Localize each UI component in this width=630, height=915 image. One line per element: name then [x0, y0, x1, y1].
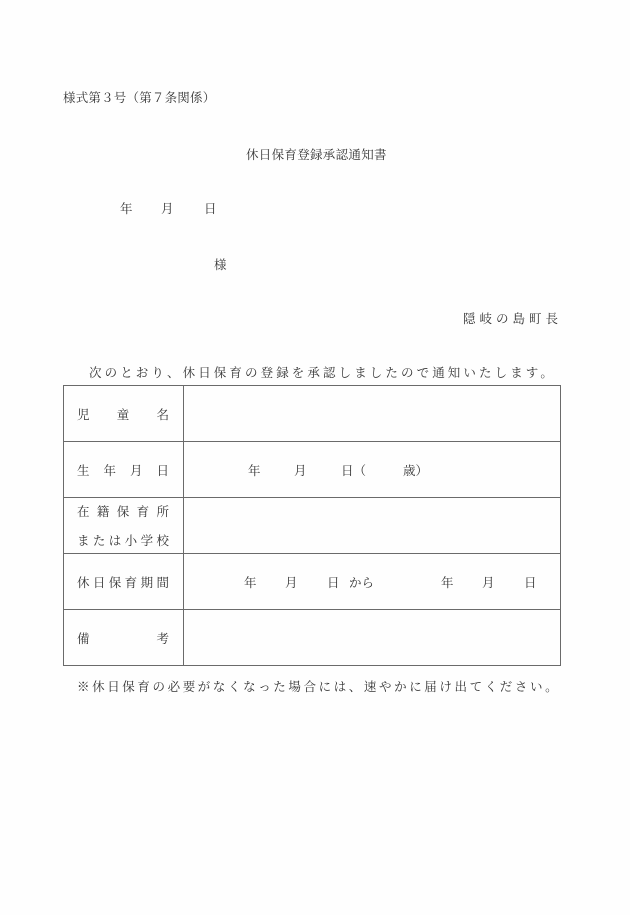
value-remarks — [184, 610, 561, 666]
label-char: 育 — [136, 504, 150, 519]
period-end-day-label: 日 — [524, 574, 537, 590]
value-school — [184, 498, 561, 554]
issuer-name: 隠岐の島町長 — [463, 311, 563, 326]
label-char: 生 — [77, 462, 90, 478]
label-char: 日 — [92, 574, 106, 590]
date-year-label: 年 — [120, 201, 133, 216]
label-char: 育 — [124, 574, 138, 590]
issue-date — [120, 199, 217, 217]
label-char: 間 — [156, 574, 169, 590]
birth-day-label: 日（ — [341, 462, 367, 478]
value-period — [184, 554, 561, 610]
label-char: 籍 — [96, 504, 110, 519]
label-char: 小 — [124, 533, 138, 548]
period-start-month-label: 月 — [285, 574, 298, 590]
age-label: 歳） — [403, 462, 429, 478]
label-char: 休 — [77, 574, 90, 590]
label-child-name — [64, 386, 184, 442]
label-remarks — [64, 610, 184, 666]
date-month-label: 月 — [161, 201, 174, 216]
form-number: 様式第３号（第７条関係） — [63, 90, 216, 105]
label-school — [64, 498, 184, 554]
label-char: 期 — [140, 574, 154, 590]
addressee-honorific: 様 — [214, 257, 227, 272]
table-row-remarks — [64, 610, 561, 666]
label-char: 学 — [140, 533, 154, 548]
intro-text: 次のとおり、休日保育の登録を承認しましたので通知いたします。 — [89, 365, 557, 380]
table-row-period — [64, 554, 561, 610]
value-birthdate — [184, 442, 561, 498]
label-char: は — [108, 533, 122, 548]
period-from-label: から — [349, 574, 375, 590]
document-title: 休日保育登録承認通知書 — [246, 147, 387, 162]
table-row-child-name — [64, 386, 561, 442]
label-char: 月 — [129, 462, 143, 478]
label-char: 保 — [116, 504, 130, 519]
birth-month-label: 月 — [294, 462, 307, 478]
label-birthdate — [64, 442, 184, 498]
label-char: 保 — [108, 574, 122, 590]
label-char: 年 — [103, 462, 116, 478]
label-char: 考 — [156, 630, 169, 646]
label-char: 在 — [77, 504, 90, 519]
period-start-day-label: 日 — [327, 574, 340, 590]
label-char: 所 — [156, 504, 169, 519]
label-char: ま — [77, 533, 90, 548]
label-char: 校 — [156, 533, 169, 548]
table-row-school — [64, 498, 561, 554]
label-char: 備 — [77, 630, 90, 646]
date-day-label: 日 — [204, 201, 217, 216]
label-period — [64, 554, 184, 610]
table-row-birthdate — [64, 442, 561, 498]
label-char: 児 — [77, 406, 90, 422]
label-char: 名 — [156, 406, 169, 422]
value-child-name — [184, 386, 561, 442]
period-start-year-label: 年 — [244, 574, 257, 590]
label-char: た — [92, 533, 106, 548]
footnote: ※休日保育の必要がなくなった場合には、速やかに届け出てください。 — [77, 679, 561, 694]
label-char: 日 — [156, 462, 169, 478]
period-end-month-label: 月 — [482, 574, 495, 590]
label-char: 童 — [116, 406, 130, 422]
period-end-year-label: 年 — [441, 574, 454, 590]
notification-table — [63, 385, 561, 666]
birth-year-label: 年 — [248, 462, 261, 478]
